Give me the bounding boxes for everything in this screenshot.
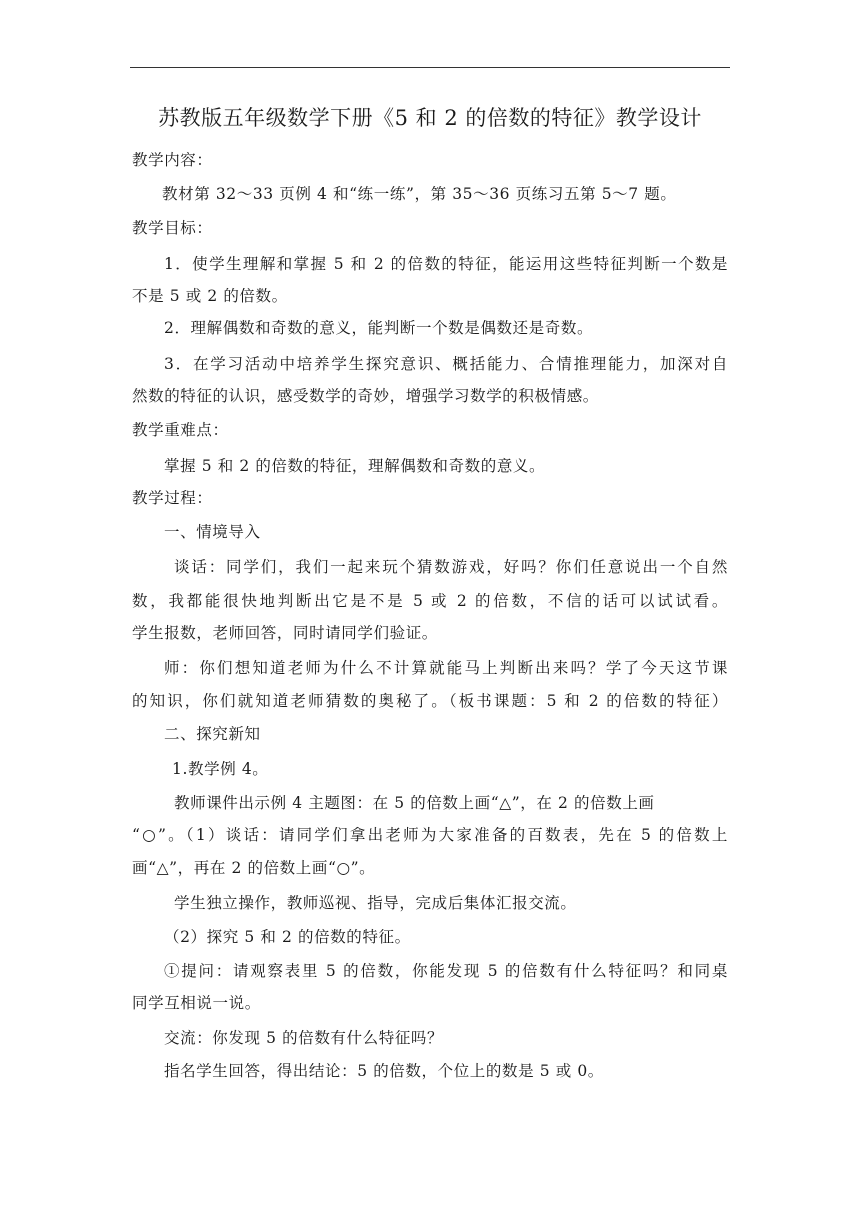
- paragraph-line: 学生独立操作，教师巡视、指导，完成后集体汇报交流。: [174, 894, 577, 912]
- paragraph-line: 画“△”，再在 2 的倍数上画“○”。: [132, 859, 376, 877]
- paragraph-line: （2）探究 5 和 2 的倍数的特征。: [164, 928, 411, 946]
- subsection-heading: 二、探究新知: [164, 725, 261, 743]
- paragraph-line: 教材第 32～33 页例 4 和“练一练”，第 35～36 页练习五第 5～7 题。: [162, 185, 677, 203]
- paragraph-line: 掌握 5 和 2 的倍数的特征，理解偶数和奇数的意义。: [164, 457, 546, 475]
- paragraph-line: 谈话：同学们，我们一起来玩个猜数游戏，好吗？你们任意说出一个自然: [174, 558, 728, 576]
- document-title: 苏教版五年级数学下册《5 和 2 的倍数的特征》教学设计: [158, 106, 702, 130]
- paragraph-line: 然数的特征的认识，感受数学的奇妙，增强学习数学的积极情感。: [132, 387, 599, 405]
- section-heading-objectives: 教学目标：: [132, 219, 213, 237]
- paragraph-line: 指名学生回答，得出结论：5 的倍数，个位上的数是 5 或 0。: [164, 1062, 604, 1080]
- paragraph-line: 交流：你发现 5 的倍数有什么特征吗？: [164, 1029, 444, 1047]
- section-heading-key-points: 教学重难点：: [132, 421, 229, 439]
- paragraph-line: 3．在学习活动中培养学生探究意识、概括能力、合情推理能力，加深对自: [164, 355, 728, 373]
- paragraph-line: 不是 5 或 2 的倍数。: [132, 287, 288, 305]
- paragraph-line: 数，我都能很快地判断出它是不是 5 或 2 的倍数，不信的话可以试试看。: [132, 592, 728, 610]
- subsection-heading: 一、情境导入: [164, 523, 261, 541]
- paragraph-line: “○”。（1）谈话：请同学们拿出老师为大家准备的百数表，先在 5 的倍数上: [132, 826, 728, 844]
- paragraph-line: 2．理解偶数和奇数的意义，能判断一个数是偶数还是奇数。: [164, 319, 594, 337]
- paragraph-line: 1．使学生理解和掌握 5 和 2 的倍数的特征，能运用这些特征判断一个数是: [164, 255, 728, 273]
- paragraph-line: 师：你们想知道老师为什么不计算就能马上判断出来吗？学了今天这节课: [164, 659, 728, 677]
- paragraph-line: 1.教学例 4。: [172, 760, 269, 778]
- paragraph-line: 的知识，你们就知道老师猜数的奥秘了。（板书课题：5 和 2 的倍数的特征）: [132, 692, 728, 710]
- section-heading-process: 教学过程：: [132, 489, 213, 507]
- paragraph-line: 同学互相说一说。: [132, 994, 261, 1012]
- paragraph-line: 学生报数，老师回答，同时请同学们验证。: [132, 624, 438, 642]
- paragraph-line: ①提问：请观察表里 5 的倍数，你能发现 5 的倍数有什么特征吗？和同桌: [164, 962, 728, 980]
- header-rule: [130, 67, 730, 68]
- section-heading-content: 教学内容：: [132, 151, 213, 169]
- paragraph-line: 教师课件出示例 4 主题图：在 5 的倍数上画“△”，在 2 的倍数上画: [174, 794, 655, 812]
